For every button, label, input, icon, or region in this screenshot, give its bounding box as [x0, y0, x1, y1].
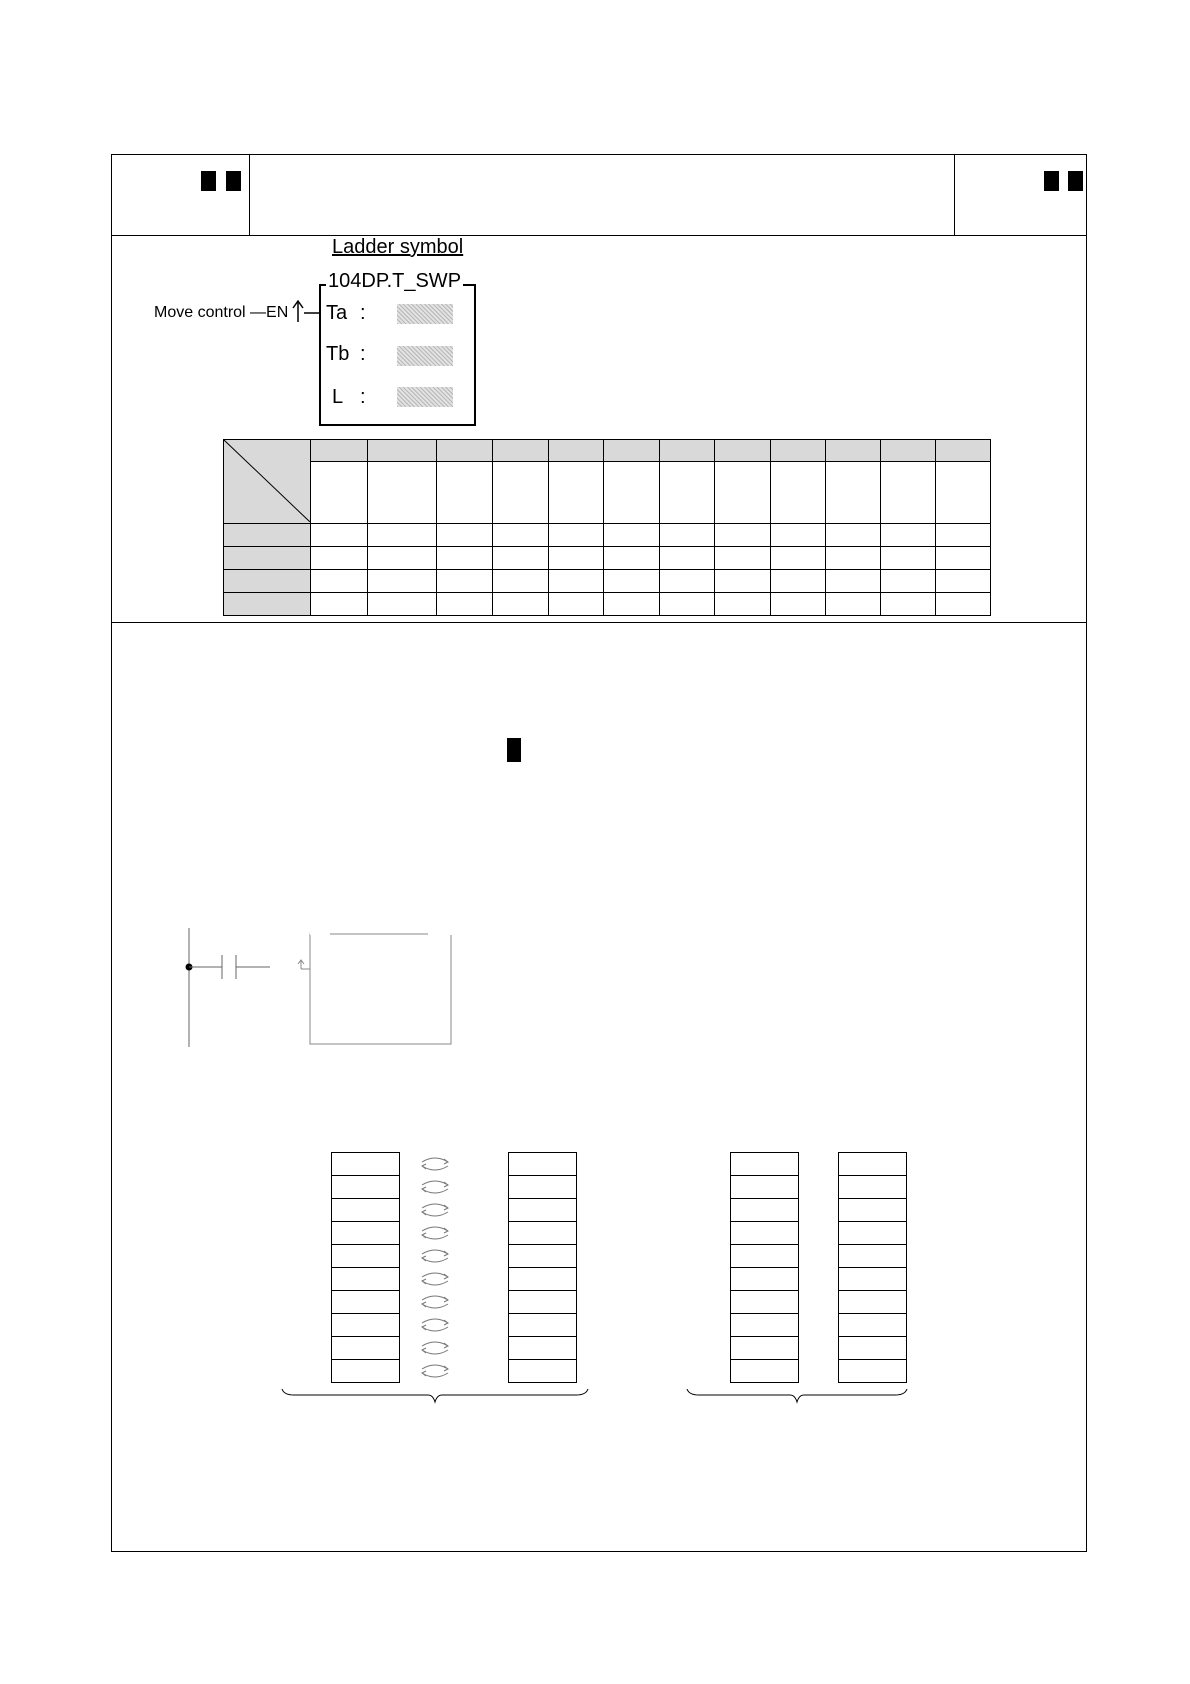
device-row	[224, 524, 991, 547]
table-cell	[771, 570, 826, 593]
swap-arrow-icon	[418, 1314, 452, 1336]
table-subheader-cell	[493, 462, 549, 524]
register-cell	[508, 1175, 577, 1199]
table-subheader-cell	[604, 462, 660, 524]
table-cell	[936, 524, 991, 547]
table-header-cell	[368, 440, 437, 462]
register-cell	[730, 1290, 799, 1314]
table-cell	[368, 593, 437, 616]
register-cell	[838, 1336, 907, 1360]
table-cell	[437, 547, 493, 570]
table-cell	[771, 593, 826, 616]
register-cell	[730, 1221, 799, 1245]
table-subheader-cell	[368, 462, 437, 524]
table-cell	[715, 547, 771, 570]
table-cell	[368, 570, 437, 593]
register-cell	[730, 1244, 799, 1268]
register-cell	[331, 1290, 400, 1314]
table-subheader-cell	[826, 462, 881, 524]
table-cell	[604, 593, 660, 616]
table-header-cell	[771, 440, 826, 462]
table-cell	[771, 524, 826, 547]
table-cell	[826, 570, 881, 593]
register-cell	[730, 1359, 799, 1383]
swap-arrow-icon	[418, 1291, 452, 1313]
register-cell	[730, 1267, 799, 1291]
table-cell	[311, 593, 368, 616]
move-control-line: —	[250, 304, 267, 321]
right-brace-icon	[685, 1388, 910, 1404]
swap-arrow-icon	[418, 1268, 452, 1290]
register-cell	[331, 1336, 400, 1360]
register-cell	[331, 1313, 400, 1337]
table-cell	[826, 524, 881, 547]
table-cell	[493, 593, 549, 616]
table-cell	[437, 524, 493, 547]
table-row-header	[224, 593, 311, 616]
table-cell	[437, 593, 493, 616]
table-corner-cell	[224, 440, 311, 524]
table-header-cell	[881, 440, 936, 462]
rising-edge-icon	[290, 298, 320, 324]
table-subheader-cell	[936, 462, 991, 524]
table-cell	[311, 524, 368, 547]
register-cell	[331, 1267, 400, 1291]
register-cell	[838, 1267, 907, 1291]
table-subheader-cell	[437, 462, 493, 524]
register-cell	[508, 1290, 577, 1314]
table-cell	[604, 524, 660, 547]
table-cell	[549, 593, 604, 616]
register-cell	[508, 1336, 577, 1360]
table-cell	[826, 593, 881, 616]
table-row-header	[224, 547, 311, 570]
table-cell	[660, 570, 715, 593]
swap-arrow-icon	[418, 1199, 452, 1221]
table-cell	[368, 524, 437, 547]
table-header-cell	[437, 440, 493, 462]
operand-l-sep: :	[360, 386, 366, 408]
table-cell	[604, 547, 660, 570]
table-header-cell	[549, 440, 604, 462]
operand-ta-label: Ta	[326, 302, 348, 324]
register-cell	[838, 1198, 907, 1222]
table-cell	[881, 524, 936, 547]
header-right-mark-2	[1068, 171, 1083, 191]
table-header-cell	[311, 440, 368, 462]
register-cell	[838, 1244, 907, 1268]
operand-l-label: L	[332, 386, 344, 408]
register-cell	[508, 1313, 577, 1337]
swap-arrow-icon	[418, 1222, 452, 1244]
register-cell	[838, 1221, 907, 1245]
page-frame	[111, 154, 1087, 1552]
device-grid	[223, 439, 991, 616]
table-cell	[311, 547, 368, 570]
operand-ta-sep: :	[360, 302, 366, 324]
table-row-header	[224, 570, 311, 593]
register-cell	[730, 1313, 799, 1337]
register-cell	[508, 1152, 577, 1176]
table-header-cell	[660, 440, 715, 462]
table-cell	[660, 524, 715, 547]
register-cell	[838, 1152, 907, 1176]
table-cell	[936, 547, 991, 570]
device-row	[224, 570, 991, 593]
table-cell	[437, 570, 493, 593]
ladder-program-example	[180, 925, 460, 1050]
table-cell	[881, 593, 936, 616]
header-left-divider	[249, 154, 250, 235]
device-row	[224, 440, 991, 462]
enable-label: EN	[266, 304, 289, 321]
register-cell	[838, 1175, 907, 1199]
register-cell	[331, 1198, 400, 1222]
register-cell	[508, 1244, 577, 1268]
table-subheader-cell	[771, 462, 826, 524]
table-subheader-cell	[660, 462, 715, 524]
table-cell	[881, 547, 936, 570]
register-cell	[331, 1152, 400, 1176]
table-cell	[936, 570, 991, 593]
register-cell	[508, 1267, 577, 1291]
table-cell	[660, 547, 715, 570]
swap-arrow-icon	[418, 1245, 452, 1267]
move-control-text: Move control	[154, 304, 246, 321]
swap-arrow-icon	[418, 1337, 452, 1359]
table-cell	[493, 547, 549, 570]
table-cell	[715, 570, 771, 593]
table-subheader-cell	[311, 462, 368, 524]
register-cell	[838, 1359, 907, 1383]
register-cell	[730, 1152, 799, 1176]
table-header-cell	[604, 440, 660, 462]
table-row-header	[224, 524, 311, 547]
register-cell	[838, 1313, 907, 1337]
table-cell	[493, 570, 549, 593]
table-cell	[604, 570, 660, 593]
table-cell	[311, 570, 368, 593]
register-cell	[730, 1198, 799, 1222]
table-cell	[549, 570, 604, 593]
table-header-cell	[826, 440, 881, 462]
register-cell	[730, 1336, 799, 1360]
table-cell	[660, 593, 715, 616]
table-cell	[549, 524, 604, 547]
function-block-name: 104DP.T_SWP	[328, 270, 462, 292]
header-left-mark-1	[201, 171, 216, 191]
table-subheader-cell	[881, 462, 936, 524]
register-cell	[508, 1198, 577, 1222]
operand-l-value	[397, 387, 453, 407]
ladder-symbol-title: Ladder symbol	[332, 236, 464, 258]
header-right-mark-1	[1044, 171, 1059, 191]
table-cell	[771, 547, 826, 570]
device-row	[224, 593, 991, 616]
header-divider	[111, 235, 1087, 236]
table-subheader-cell	[549, 462, 604, 524]
operand-ta-value	[397, 304, 453, 324]
table-header-cell	[936, 440, 991, 462]
operand-tb-sep: :	[360, 343, 366, 365]
operand-tb-value	[397, 346, 453, 366]
move-control-label	[154, 304, 288, 322]
header-right-divider	[954, 154, 955, 235]
table-header-cell	[715, 440, 771, 462]
swap-arrow-icon	[418, 1360, 452, 1382]
section-divider	[111, 622, 1087, 623]
device-row	[224, 547, 991, 570]
table-cell	[549, 547, 604, 570]
table-cell	[715, 524, 771, 547]
register-cell	[730, 1175, 799, 1199]
register-cell	[508, 1221, 577, 1245]
table-cell	[881, 570, 936, 593]
left-brace-icon	[280, 1388, 590, 1404]
table-cell	[936, 593, 991, 616]
header-left-mark-2	[226, 171, 241, 191]
table-subheader-cell	[715, 462, 771, 524]
table-header-cell	[493, 440, 549, 462]
table-cell	[826, 547, 881, 570]
swap-arrow-icon	[418, 1176, 452, 1198]
swap-arrow-icon	[418, 1153, 452, 1175]
explanation-mark	[507, 738, 521, 762]
operand-tb-label: Tb	[326, 343, 350, 365]
register-cell	[331, 1359, 400, 1383]
register-cell	[331, 1221, 400, 1245]
register-cell	[508, 1359, 577, 1383]
register-cell	[838, 1290, 907, 1314]
table-cell	[368, 547, 437, 570]
device-row	[224, 462, 991, 524]
register-cell	[331, 1244, 400, 1268]
table-cell	[715, 593, 771, 616]
table-cell	[493, 524, 549, 547]
register-cell	[331, 1175, 400, 1199]
